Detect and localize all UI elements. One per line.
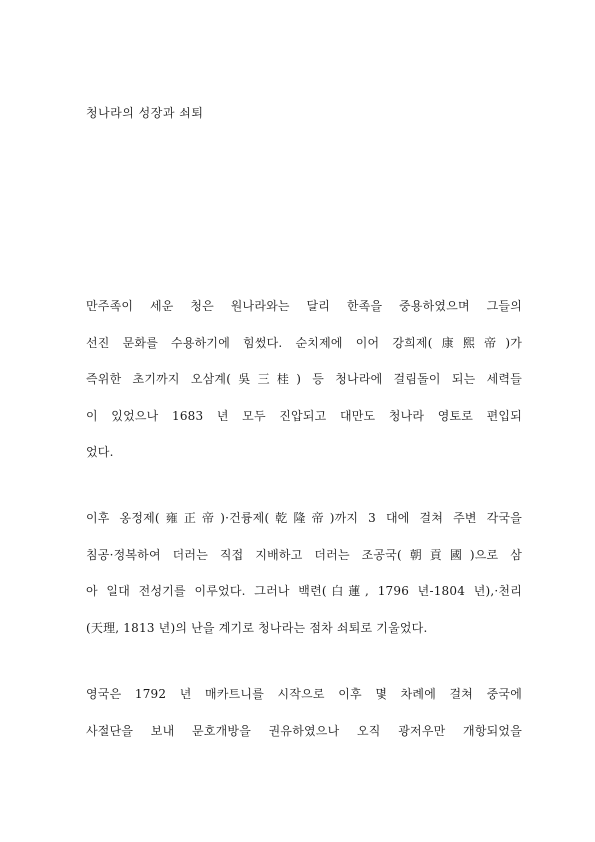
paragraph-qing-peak-decline [86, 510, 522, 656]
paragraph-line: 었다. [86, 445, 114, 459]
paragraph-line: 즉위한 초기까지 오삼계(吳三桂) 등 청나라에 걸림돌이 되는 세력들 [86, 372, 522, 386]
paragraph-line: 영국은 1792 년 매카트니를 시작으로 이후 몇 차례에 걸쳐 중국에 [86, 687, 522, 701]
paragraph-britain-opening [86, 686, 522, 759]
paragraph-qing-rise [86, 298, 522, 481]
paragraph-line: 이후 옹정제(雍正帝)·건륭제(乾隆帝)까지 3 대에 걸쳐 주변 각국을 [86, 511, 522, 525]
paragraph-line: 침공·정복하여 더러는 직접 지배하고 더러는 조공국(朝貢國)으로 삼 [86, 547, 522, 562]
paragraph-line: 아 일대 전성기를 이루었다. 그러나 백련(白蓮, 1796 년-1804 년),·천리 [86, 584, 522, 598]
paragraph-line: (天理, 1813 년)의 난을 계기로 청나라는 점차 쇠퇴로 기울었다. [86, 620, 428, 635]
paragraph-line: 사절단을 보내 문호개방을 권유하였으나 오직 광저우만 개항되었을 [86, 723, 522, 738]
paragraph-line: 선진 문화를 수용하기에 힘썼다. 순치제에 이어 강희제(康熙帝)가 [86, 335, 522, 350]
paragraph-line: 만주족이 세운 청은 원나라와는 달리 한족을 중용하였으며 그들의 [86, 299, 522, 313]
paragraph-line: 이 있었으나 1683 년 모두 진압되고 대만도 청나라 영토로 편입되 [86, 408, 522, 423]
document-title: 청나라의 성장과 쇠퇴 [86, 106, 204, 120]
